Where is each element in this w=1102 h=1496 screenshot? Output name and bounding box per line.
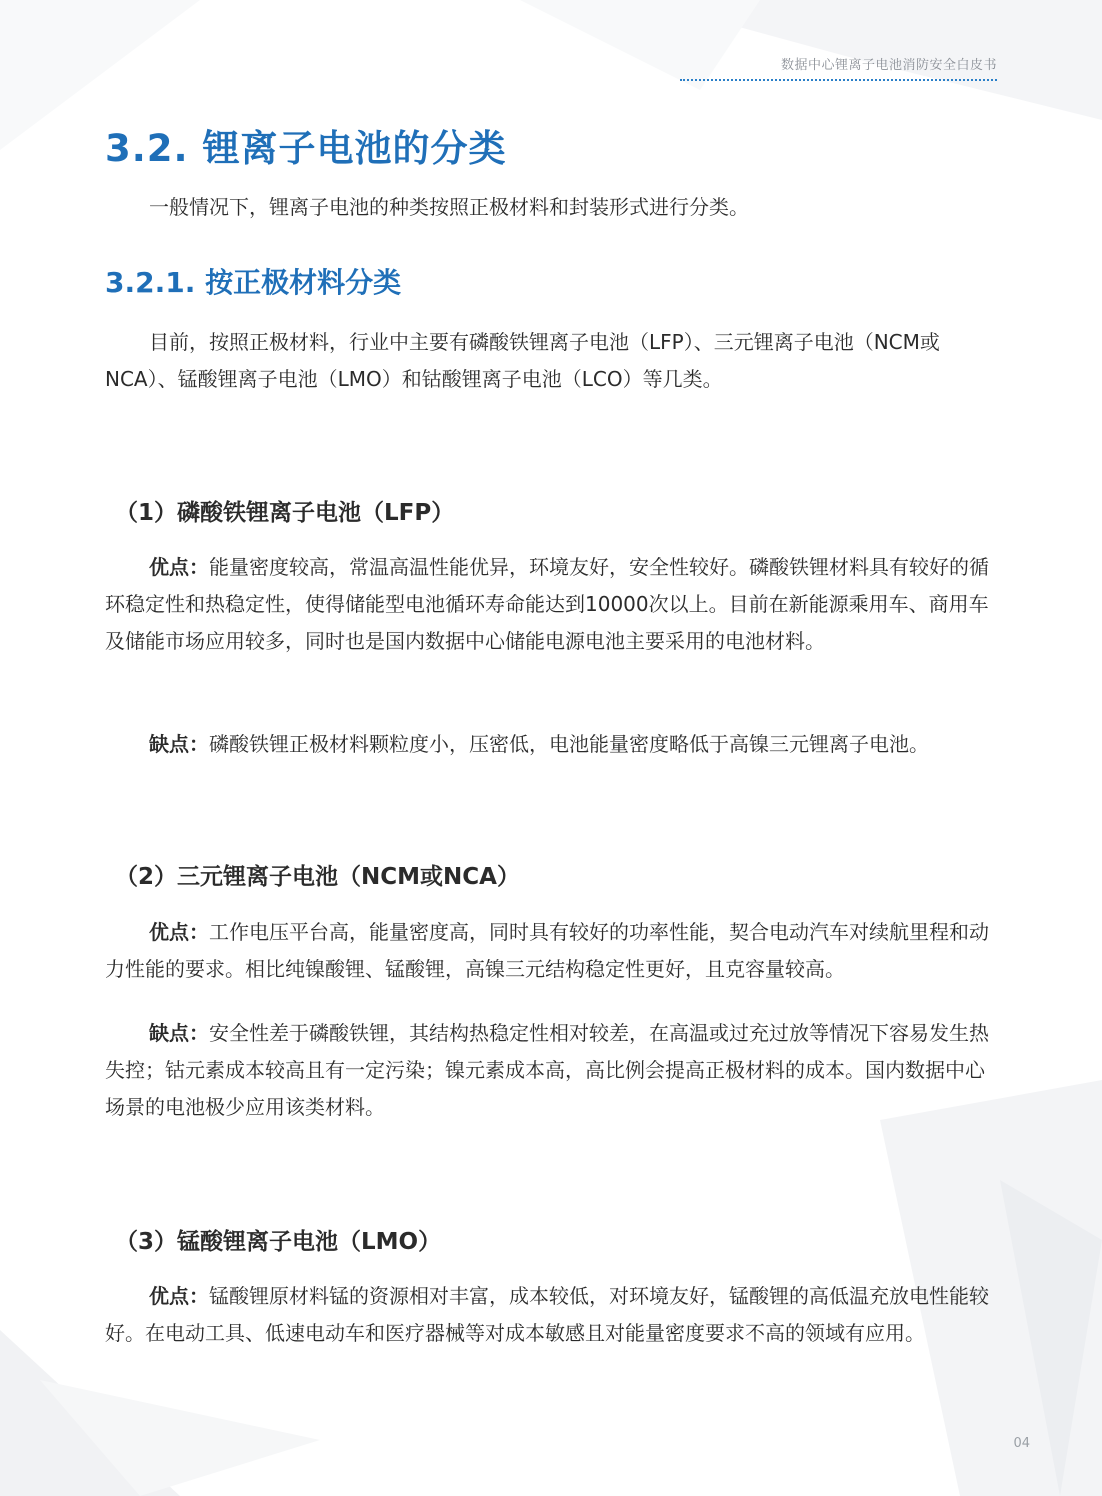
- cons-label: 缺点：: [149, 732, 209, 756]
- item-cons-lfp: [105, 726, 1000, 763]
- pros-text: 工作电压平台高，能量密度高，同时具有较好的功率性能，契合电动汽车对续航里程和动力性能的要求。相比纯镍酸锂、锰酸锂，高镍三元结构稳定性更好，且克容量较高。: [105, 920, 989, 981]
- running-header: 数据中心锂离子电池消防安全白皮书: [780, 58, 997, 73]
- pros-text: 锰酸锂原材料锰的资源相对丰富，成本较低，对环境友好，锰酸锂的高低温充放电性能较好。在电动工具、低速电动车和医疗器械等对成本敏感且对能量密度要求不高的领域有应用。: [105, 1284, 989, 1345]
- item-pros-lfp: [105, 549, 1000, 660]
- cons-text: 磷酸铁锂正极材料颗粒度小，压密低，电池能量密度略低于高镍三元锂离子电池。: [209, 732, 929, 756]
- item-pros-ncm: [105, 914, 1000, 988]
- section-intro: 一般情况下，锂离子电池的种类按照正极材料和封装形式进行分类。: [149, 195, 749, 219]
- item-heading-lfp: （1）磷酸铁锂离子电池（LFP）: [115, 500, 455, 526]
- item-pros-lmo: [105, 1278, 1000, 1352]
- header-dotted-rule: [680, 79, 997, 81]
- section-title: 3.2. 锂离子电池的分类: [105, 127, 507, 170]
- subsection-intro: 目前，按照正极材料，行业中主要有磷酸铁锂离子电池（LFP）、三元锂离子电池（NCM或NCA）、锰酸锂离子电池（LMO）和钴酸锂离子电池（LCO）等几类。: [105, 330, 940, 391]
- item-heading-ncm: （2）三元锂离子电池（NCM或NCA）: [115, 864, 520, 890]
- cons-label: 缺点：: [149, 1021, 209, 1045]
- page-number: 04: [1013, 1436, 1030, 1451]
- pros-label: 优点：: [149, 920, 209, 944]
- pros-label: 优点：: [149, 555, 209, 579]
- pros-label: 优点：: [149, 1284, 209, 1308]
- subsection-title: 3.2.1. 按正极材料分类: [105, 266, 402, 299]
- cons-text: 安全性差于磷酸铁锂，其结构热稳定性相对较差，在高温或过充过放等情况下容易发生热失控；钴元素成本较高且有一定污染；镍元素成本高，高比例会提高正极材料的成本。国内数据中心场景的电池极少应用该类材料。: [105, 1021, 989, 1119]
- item-cons-ncm: [105, 1015, 1000, 1126]
- pros-text: 能量密度较高，常温高温性能优异，环境友好，安全性较好。磷酸铁锂材料具有较好的循环稳定性和热稳定性，使得储能型电池循环寿命能达到10000次以上。目前在新能源乘用车、商用车及储能市场应用较多，同时也是国内数据中心储能电源电池主要采用的电池材料。: [105, 555, 989, 653]
- item-heading-lmo: （3）锰酸锂离子电池（LMO）: [115, 1229, 442, 1255]
